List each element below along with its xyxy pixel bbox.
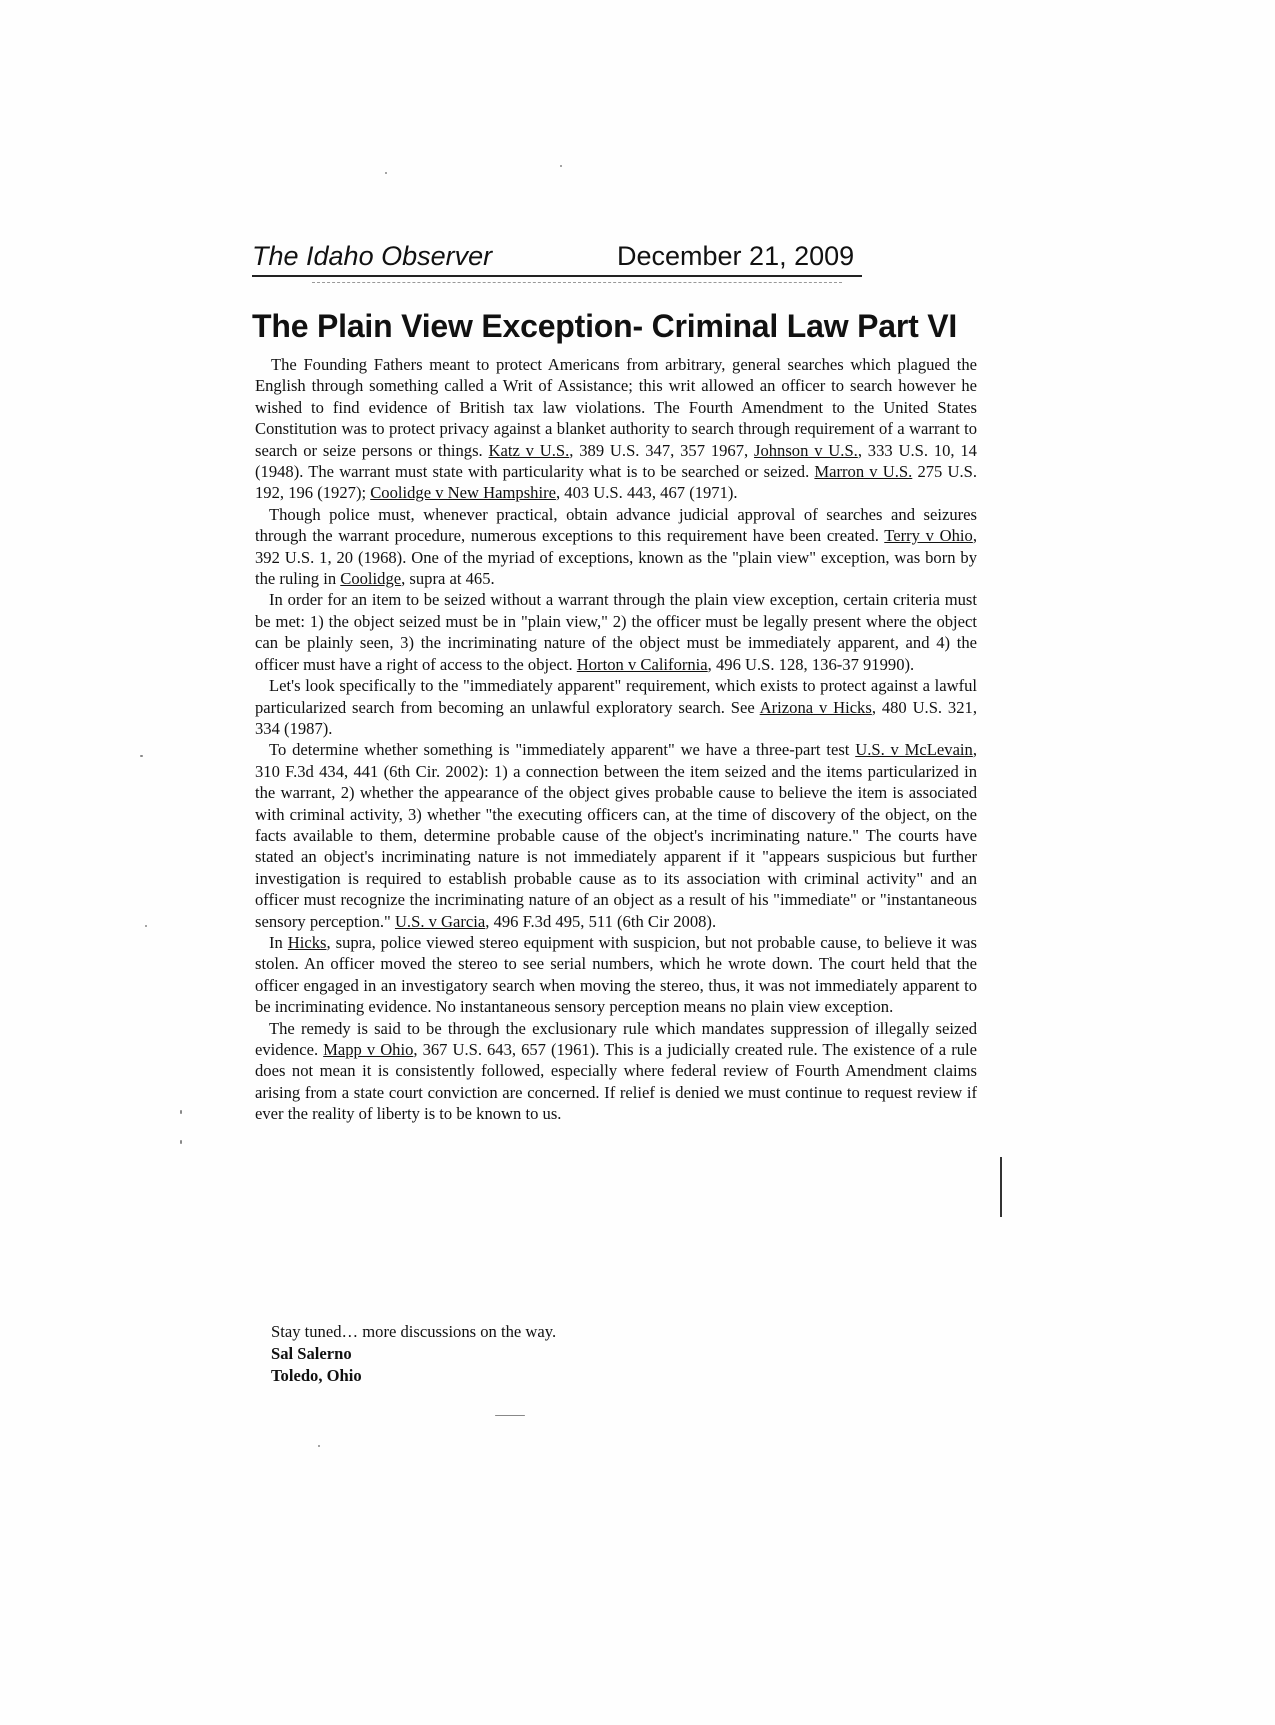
case-citation: U.S. v Garcia — [394, 911, 486, 931]
case-citation: Katz v U.S. — [488, 440, 570, 460]
paragraph-text: , supra, police viewed stereo equipment with suspicion, but not probable cause, to believe it was stolen. An officer moved the stereo to see serial numbers, which he wrote down. The court held that the officer engaged in an investigatory search when moving the stereo, thus, it was not immediately apparent to be incriminating evidence. No instantaneous sensory perception means no plain view exception. — [255, 932, 977, 1017]
case-citation: Coolidge v New Hampshire — [370, 483, 556, 503]
paragraph-text: Though police must, whenever practical, obtain advance judicial approval of searches and seizures through the warrant procedure, numerous exceptions to this requirement have been created. — [255, 504, 977, 546]
paragraph-text: , 480 U.S. 321, 334 (1987). — [255, 697, 977, 738]
scan-speck — [180, 1110, 182, 1114]
case-citation: Johnson v U.S. — [753, 440, 858, 460]
scan-speck — [495, 1415, 525, 1416]
publication-date: December 21, 2009 — [617, 241, 855, 271]
scan-speck — [560, 165, 562, 167]
paragraph-text: 275 U.S. 192, 196 (1927); — [255, 462, 977, 503]
article-headline: The Plain View Exception- Criminal Law Part VI — [252, 308, 958, 344]
scan-speck — [145, 925, 147, 927]
case-citation: U.S. v McLevain — [855, 740, 973, 760]
scan-edge-mark — [1000, 1157, 1002, 1217]
scan-speck — [385, 172, 387, 174]
masthead — [252, 240, 862, 280]
scan-speck — [180, 1140, 182, 1144]
case-citation: Coolidge — [340, 569, 402, 589]
paragraph-text: , supra at 465. — [401, 569, 495, 589]
paragraph-text: The Founding Fathers meant to protect Americans from arbitrary, general searches which plagued the English through something called a Writ of Assistance; this writ allowed an officer to search however he wished to find evidence of British tax law violations. The Fourth Amendment to the United States Constitution was to protect privacy against a blanket authority to search through requirement of a warrant to search or seize persons or things. — [255, 355, 977, 460]
paragraph-text: In order for an item to be seized without a warrant through the plain view exception, certain criteria must be met: 1) the object seized must be in "plain view," 2) the officer must be legally present where the object can be plainly seen, 3) the incriminating nature of the object must be immediately apparent, and 4) the officer must have a right of access to the object. — [255, 590, 977, 674]
scan-noise-line — [312, 282, 842, 283]
article-paragraph — [255, 354, 977, 504]
paragraph-text: , 496 U.S. 128, 136-37 91990). — [707, 654, 915, 674]
article-paragraph — [255, 675, 977, 739]
case-citation: Terry v Ohio — [884, 526, 973, 546]
paragraph-text: , 367 U.S. 643, 657 (1961). This is a judicially created rule. The existence of a rule does not mean it is consistently followed, especially where federal review of Fourth Amendment claims arising from a state court conviction are concerned. If relief is denied we must continue to request review if ever the reality of liberty is to be known to us. — [255, 1040, 977, 1124]
paragraph-text: , 496 F.3d 495, 511 (6th Cir 2008). — [485, 911, 717, 931]
case-citation: Hicks — [287, 932, 327, 952]
paragraph-text: To determine whether something is "immediately apparent" we have a three-part test — [269, 740, 856, 760]
article-paragraph — [255, 1018, 977, 1125]
article-paragraph — [255, 739, 977, 932]
publication-name: The Idaho Observer — [252, 241, 493, 271]
case-citation: Mapp v Ohio — [323, 1040, 414, 1059]
paragraph-text: , 310 F.3d 434, 441 (6th Cir. 2002): 1) a connection between the item seized and the items particularized in the warrant, 2) whether the appearance of the object gives probable cause to believe the item is associated with criminal activity, 3) whether "the executing officers can, at the time of discovery of the object, on the facts available to them, determine probable cause of the object's incriminating nature." The courts have stated an object's incriminating nature is not immediately apparent if it "appears suspicious but further investigation is required to establish probable cause as to its association with criminal activity" and an officer must recognize the incriminating nature of an object as a result of his "immediate" or "instantaneous sensory perception." — [255, 740, 977, 931]
paragraph-text: In — [269, 932, 288, 952]
article-body — [255, 354, 977, 1125]
author-location: Toledo, Ohio — [271, 1366, 362, 1385]
article-paragraph — [255, 504, 977, 590]
article-paragraph — [255, 932, 977, 1018]
paragraph-text: The remedy is said to be through the exclusionary rule which mandates suppression of illegally seized evidence. — [255, 1018, 977, 1059]
case-citation: Arizona v Hicks — [759, 697, 872, 717]
case-citation: Horton v California — [576, 654, 708, 674]
paragraph-text: , 389 U.S. 347, 357 1967, — [569, 440, 754, 460]
paragraph-text: Let's look specifically to the "immediately apparent" requirement, which exists to protect against a lawful particularized search from becoming an unlawful exploratory search. See — [255, 676, 977, 717]
author-name: Sal Salerno — [271, 1344, 352, 1363]
paragraph-text: , 333 U.S. 10, 14 (1948). The warrant must state with particularity what is to be searched or seized. — [255, 440, 977, 482]
masthead-rule — [252, 275, 862, 277]
case-citation: Marron v U.S. — [814, 462, 913, 482]
scan-speck — [140, 755, 143, 757]
scan-speck — [318, 1445, 320, 1447]
paragraph-text: , 403 U.S. 443, 467 (1971). — [555, 483, 738, 503]
signoff-closing: Stay tuned… more discussions on the way. — [271, 1322, 557, 1341]
paragraph-text: , 392 U.S. 1, 20 (1968). One of the myriad of exceptions, known as the "plain view" exception, was born by the ruling in — [255, 526, 977, 589]
signoff — [271, 1321, 556, 1387]
article-paragraph — [255, 589, 977, 675]
